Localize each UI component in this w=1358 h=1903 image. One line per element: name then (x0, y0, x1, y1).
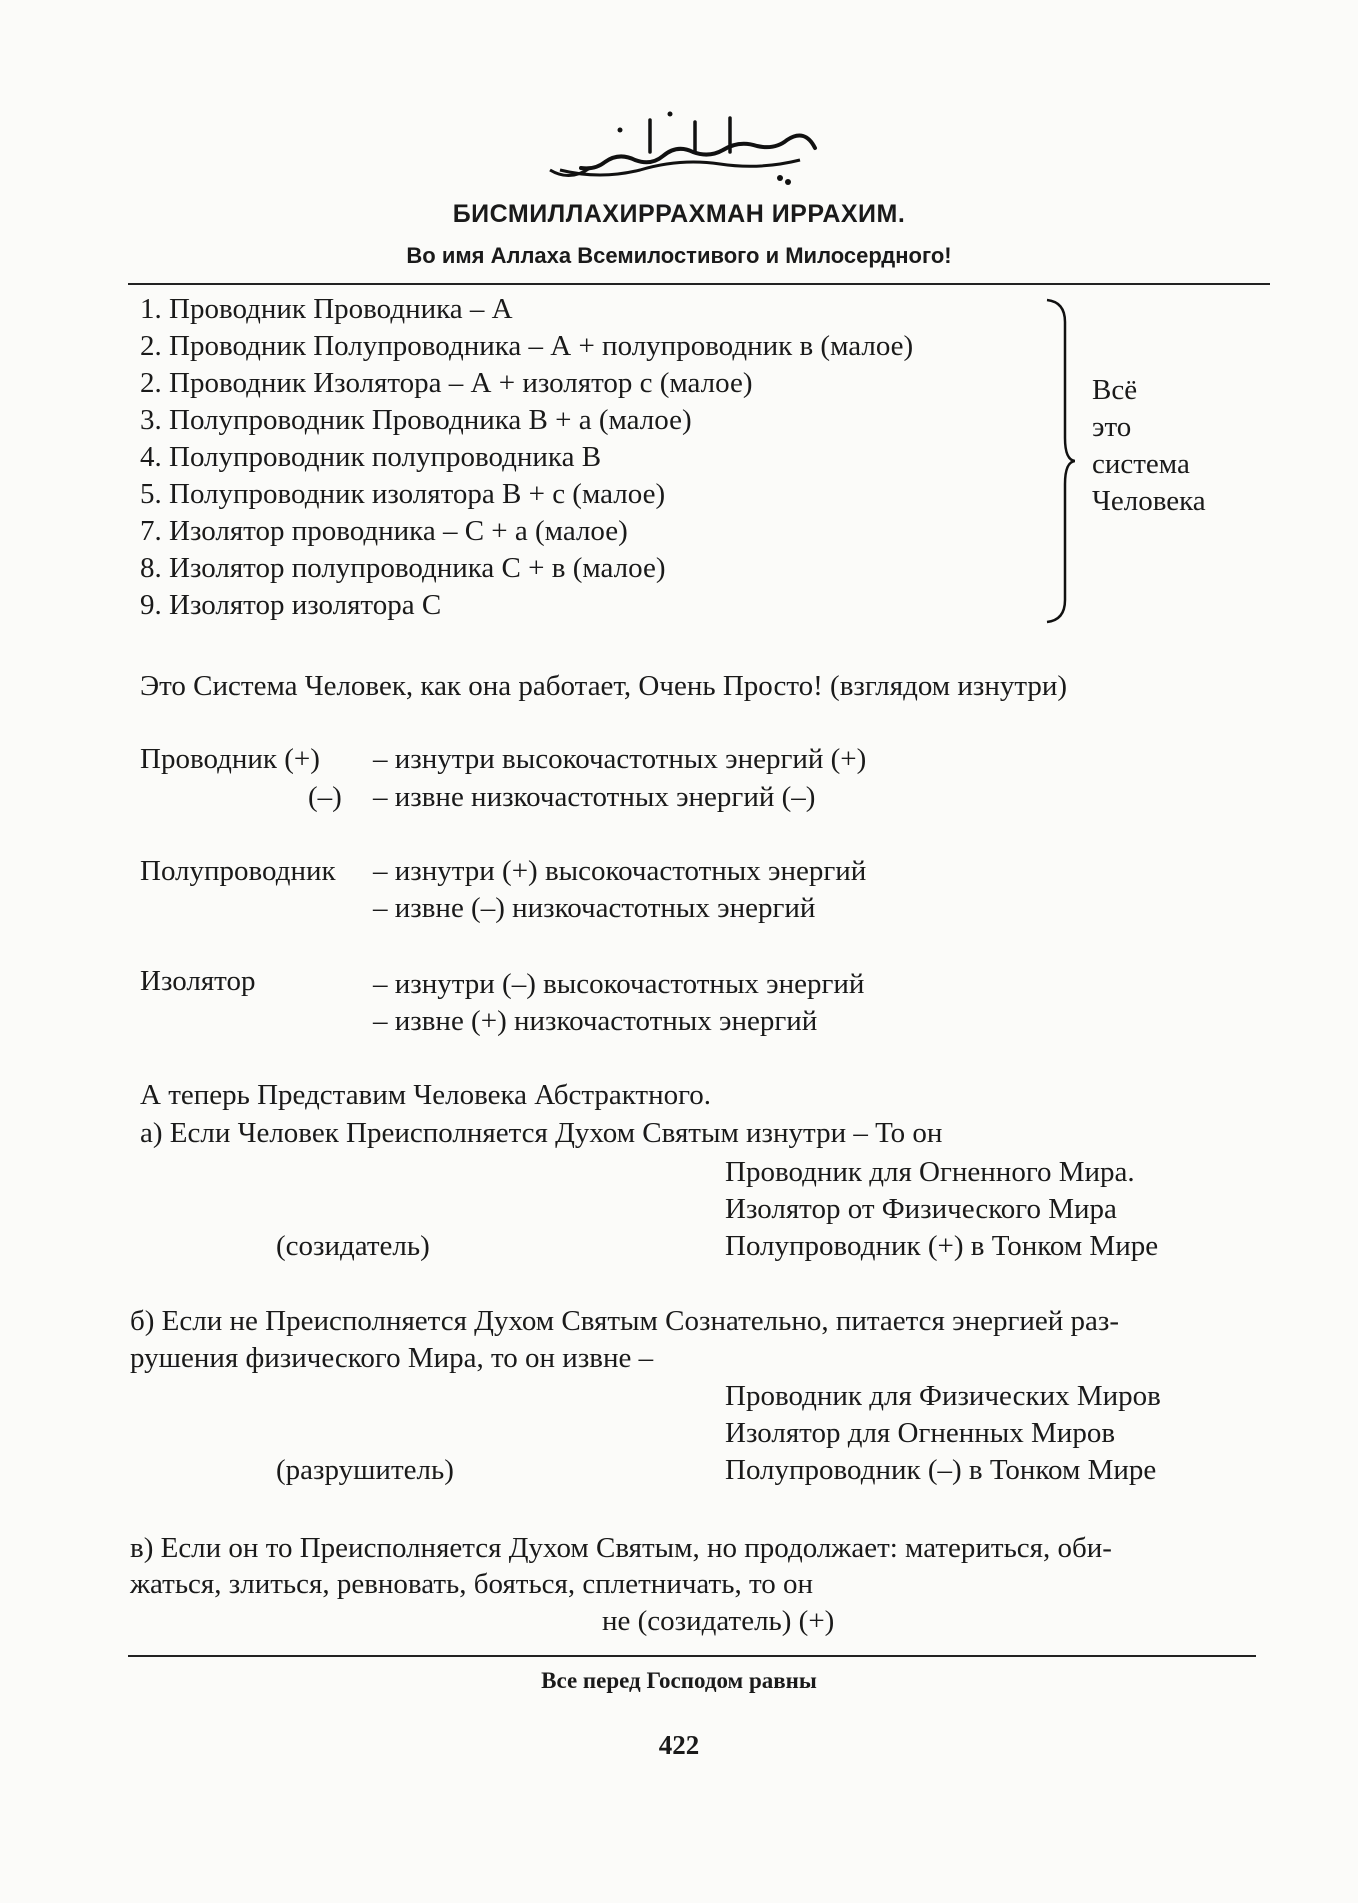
header-subtitle: Во имя Аллаха Всемилостивого и Милосердного! (406, 243, 952, 268)
case-c-text-2: жаться, злиться, ревновать, бояться, сплетничать, то он (130, 1568, 814, 1600)
list-item: 2. Проводник Полупроводника – А + полупроводник в (малое) (140, 330, 914, 362)
conductor-label: Проводник (+) (140, 743, 320, 775)
list-item: 8. Изолятор полупроводника С + в (малое) (140, 552, 666, 584)
semiconductor-line-2: – извне (–) низкочастотных энергий (373, 892, 816, 924)
header-divider (128, 283, 1270, 285)
insulator-label: Изолятор (140, 965, 256, 997)
semiconductor-line-1: – изнутри (+) высокочастотных энергий (373, 855, 867, 887)
abstract-intro: А теперь Представим Человека Абстрактного. (140, 1079, 712, 1111)
case-a-text: а) Если Человек Преисполняется Духом Святым изнутри – То он (140, 1117, 943, 1149)
footer-title: Все перед Господом равны (541, 1668, 817, 1693)
case-b-text-2: рушения физического Мира, то он извне – (130, 1342, 654, 1374)
brace-note-line: Человека (1092, 485, 1206, 517)
insulator-line-2: – извне (+) низкочастотных энергий (373, 1005, 818, 1037)
case-a-result-1: Проводник для Огненного Мира. (725, 1156, 1135, 1188)
list-item: 5. Полупроводник изолятора В + с (малое) (140, 478, 666, 510)
case-b-result-3: Полупроводник (–) в Тонком Мире (725, 1454, 1157, 1486)
list-item: 9. Изолятор изолятора С (140, 589, 442, 621)
footer-divider (128, 1655, 1256, 1657)
conductor-minus: (–) (308, 781, 342, 813)
list-item: 3. Полупроводник Проводника В + а (малое) (140, 404, 692, 436)
bismillah-calligraphy (530, 108, 830, 192)
brace-note-line: система (1092, 448, 1190, 480)
system-line: Это Система Человек, как она работает, Очень Просто! (взглядом изнутри) (140, 670, 1068, 702)
case-b-text-1: б) Если не Преисполняется Духом Святым Сознательно, питается энергией раз- (130, 1305, 1120, 1337)
conductor-line-1: – изнутри высокочастотных энергий (+) (373, 743, 867, 775)
case-b-result-2: Изолятор для Огненных Миров (725, 1417, 1116, 1449)
case-a-result-3: Полупроводник (+) в Тонком Мире (725, 1230, 1159, 1262)
conductor-line-2: – извне низкочастотных энергий (–) (373, 781, 816, 813)
case-b-role: (разрушитель) (276, 1454, 454, 1486)
header-title: БИСМИЛЛАХИРРАХМАН ИРРАХИМ. (452, 200, 906, 228)
case-c-text-1: в) Если он то Преисполняется Духом Святым, но продолжает: материться, оби- (130, 1532, 1112, 1564)
right-brace (1045, 298, 1075, 624)
list-item: 2. Проводник Изолятора – А + изолятор с (малое) (140, 367, 753, 399)
list-item: 7. Изолятор проводника – С + а (малое) (140, 515, 628, 547)
page-number: 422 (658, 1730, 700, 1760)
case-a-role: (созидатель) (276, 1230, 430, 1262)
semiconductor-label: Полупроводник (140, 855, 336, 887)
case-a-result-2: Изолятор от Физического Мира (725, 1193, 1117, 1225)
insulator-line-1: – изнутри (–) высокочастотных энергий (373, 968, 865, 1000)
case-c-result: не (созидатель) (+) (602, 1605, 835, 1637)
list-item: 1. Проводник Проводника – А (140, 293, 513, 325)
brace-note-line: Всё (1092, 374, 1138, 406)
list-item: 4. Полупроводник полупроводника В (140, 441, 602, 473)
brace-note-line: это (1092, 411, 1132, 443)
case-b-result-1: Проводник для Физических Миров (725, 1380, 1161, 1412)
